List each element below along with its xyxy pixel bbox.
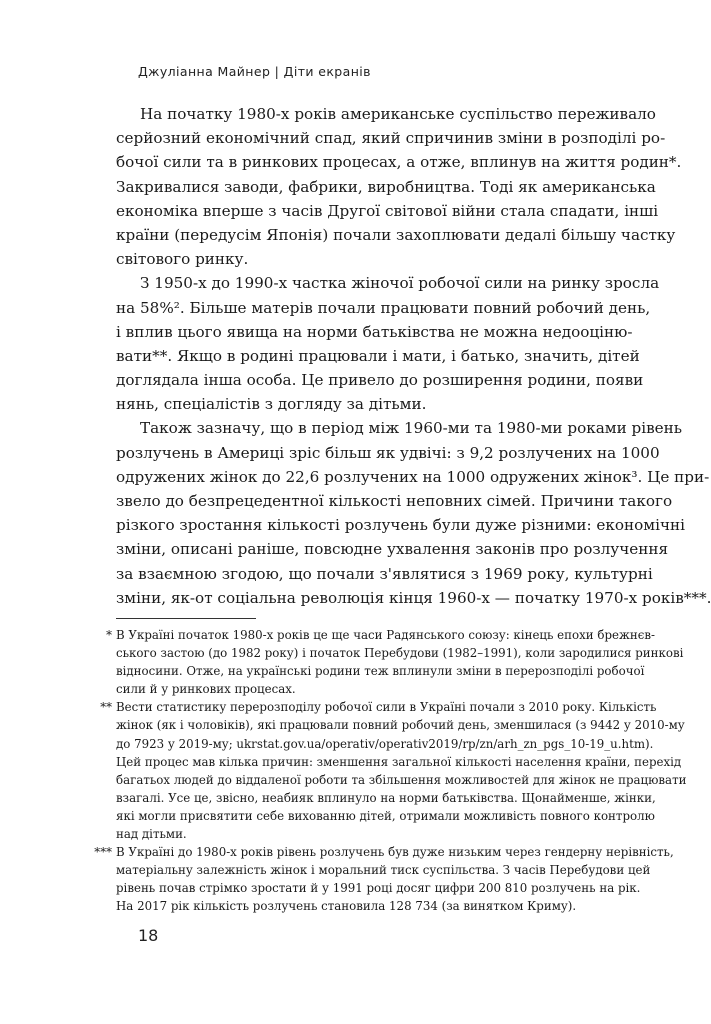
body-line: вати**. Якщо в родині працювали і мати, і батько, значить, дітей: [116, 346, 640, 365]
footnote-text: багатьох людей до віддаленої роботи та збільшення можливостей для жінок не працювати: [116, 772, 687, 787]
footnote-line: [116, 861, 651, 879]
body-line: різкого зростання кількості розлучень були дуже різними: економічні: [116, 516, 685, 535]
footnote-text: рівень почав стрімко зростати й у 1991 році досяг цифри 200 810 розлучень на рік.: [116, 881, 641, 896]
footnotes: [94, 626, 687, 916]
footnote-text: відносини. Отже, на українські родини теж вплинули зміни в перерозподілі робочої: [116, 664, 645, 679]
body-text: [116, 102, 711, 610]
footnote: [94, 843, 674, 915]
footnote-text: взагалі. Усе це, звісно, неабияк вплинуло на норми батьківства. Щонайменше, жінки,: [116, 790, 656, 805]
body-line: серйозний економічний спад, який спричинив зміни в розподілі ро-: [116, 129, 666, 148]
body-line: і вплив цього явища на норми батьківства не можна недооціню-: [116, 322, 633, 341]
footnote-line: [116, 807, 655, 825]
body-line: На початку 1980-х років американське суспільство переживало: [140, 105, 656, 123]
footnote-line: [106, 626, 655, 644]
footnote-line: [116, 753, 682, 771]
body-line: країни (передусім Японія) почали захоплювати дедалі більшу частку: [116, 225, 676, 244]
body-line: Також зазначу, що в період між 1960-ми та 1980-ми роками рівень: [140, 419, 683, 438]
footnote-line: [116, 716, 685, 734]
body-line: зміни, описані раніше, повсюдне ухвалення законів про розлучення: [116, 540, 669, 559]
footnote-text: На 2017 рік кількість розлучень становила 128 734 (за винятком Криму).: [116, 899, 577, 914]
footnote-mark: **: [100, 700, 112, 715]
body-line: бочої сили та в ринкових процесах, а отже, вплинув на життя родин*.: [116, 153, 682, 172]
footnote-text: до 7923 у 2019-му; ukrstat.gov.ua/operativ/operativ2019/rp/zn/arh_zn_pgs_10-19_u.htm).: [116, 736, 654, 751]
footnote-text: ського застою (до 1982 року) і початок Перебудови (1982–1991), коли зародилися ринкові: [116, 646, 684, 661]
footnote-line: [116, 662, 645, 680]
body-line: на 58%². Більше матерів почали працювати повний робочий день,: [116, 298, 651, 317]
footnote-text: В Україні початок 1980-х років це ще часи Радянського союзу: кінець епохи брежнєв-: [116, 628, 655, 642]
footnote-text: В Україні до 1980-х років рівень розлучень був дуже низьким через гендерну нерівність,: [116, 845, 674, 860]
footnote-text: Вести статистику перерозподілу робочої сили в Україні почали з 2010 року. Кількість: [116, 700, 657, 715]
body-line: економіка вперше з часів Другої світової війни стала спадати, інші: [116, 201, 659, 220]
body-line: З 1950-х до 1990-х частка жіночої робочої сили на ринку зросла: [140, 274, 660, 293]
footnote-line: [116, 735, 654, 753]
footnote-mark: ***: [94, 845, 112, 860]
footnote-text: сили й у ринкових процесах.: [116, 682, 296, 697]
footnote: [100, 698, 687, 843]
footnote-line: [116, 680, 618, 698]
footnote-line: [94, 843, 674, 861]
body-line: доглядала інша особа. Це привело до розширення родини, появи: [116, 371, 644, 390]
body-line: за взаємною згодою, що почали з'являтися з 1969 року, культурні: [116, 564, 653, 583]
body-line: одружених жінок до 22,6 розлучених на 1000 одружених жінок³. Це при-: [116, 467, 710, 486]
footnote-line: [100, 698, 657, 716]
footnote-line: [116, 771, 687, 789]
footnote: [106, 626, 684, 698]
running-header: Джуліанна Майнер | Діти екранів: [138, 64, 371, 79]
footnote-text: матеріальну залежність жінок і моральний тиск суспільства. З часів Перебудови цей: [116, 863, 651, 878]
body-line: зміни, як-от соціальна революція кінця 1960-х — початку 1970-х років***.: [116, 588, 711, 607]
footnote-line: [116, 644, 684, 662]
body-line: нянь, спеціалістів з догляду за дітьми.: [116, 395, 427, 414]
footnote-text: жінок (як і чоловіків), які працювали повний робочий день, зменшилася (з 9442 у 2010-му: [116, 718, 685, 733]
footnote-line: [116, 825, 618, 843]
footnote-line: [116, 879, 641, 897]
footnote-text: над дітьми.: [116, 827, 187, 842]
body-line: Закривалися заводи, фабрики, виробництва. Тоді як американська: [116, 177, 656, 196]
body-line: звело до безпрецедентної кількості неповних сімей. Причини такого: [116, 492, 673, 510]
body-line: розлучень в Америці зріс більш як удвічі: з 9,2 розлучених на 1000: [116, 443, 660, 462]
body-line: світового ринку.: [116, 250, 249, 269]
footnote-line: [116, 897, 618, 915]
footnote-separator: [116, 618, 256, 619]
footnote-text: Цей процес мав кілька причин: зменшення загальної кількості населення країни, перехід: [116, 754, 682, 769]
footnote-line: [116, 789, 656, 807]
footnote-mark: *: [106, 628, 112, 642]
footnote-text: які могли присвятити себе вихованню дітей, отримали можливість повного контролю: [116, 808, 655, 823]
page-number: 18: [138, 926, 159, 945]
